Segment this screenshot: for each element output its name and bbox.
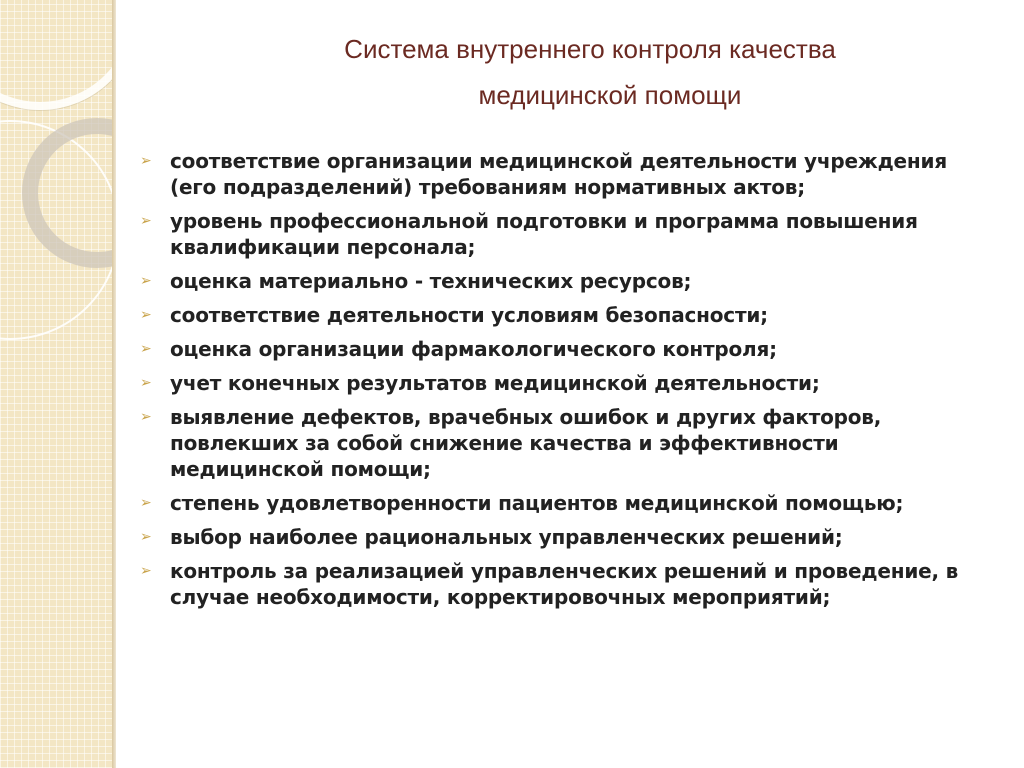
list-item-text: выявление дефектов, врачебных ошибок и других факторов, повлекших за собой снижение качества и эффективности медицинской помощи; [170, 405, 882, 481]
slide-title [200, 26, 980, 118]
arrow-bullet-icon: ➢ [140, 495, 152, 511]
list-item-text: соответствие деятельности условиям безопасности; [170, 303, 768, 327]
arrow-bullet-icon: ➢ [140, 213, 152, 229]
list-item-text: степень удовлетворенности пациентов медицинской помощью; [170, 491, 904, 515]
list-item-text: контроль за реализацией управленческих решений и проведение, в случае необходимости, корректировочных мероприятий; [170, 559, 959, 609]
list-item [136, 558, 996, 610]
decorative-ring [0, 0, 112, 110]
arrow-bullet-icon: ➢ [140, 529, 152, 545]
slide-content [136, 148, 996, 618]
bullet-list [136, 148, 996, 610]
list-item [136, 524, 996, 550]
list-item-text: учет конечных результатов медицинской деятельности; [170, 371, 820, 395]
arrow-bullet-icon: ➢ [140, 563, 152, 579]
arrow-bullet-icon: ➢ [140, 307, 152, 323]
list-item [136, 208, 996, 260]
side-band-edge [112, 0, 116, 768]
list-item-text: соответствие организации медицинской деятельности учреждения (его подразделений) требованиям нормативных актов; [170, 149, 947, 199]
arrow-bullet-icon: ➢ [140, 341, 152, 357]
list-item [136, 404, 996, 482]
list-item [136, 336, 996, 362]
list-item [136, 490, 996, 516]
list-item [136, 370, 996, 396]
arrow-bullet-icon: ➢ [140, 375, 152, 391]
decorative-side-band [0, 0, 112, 768]
list-item-text: выбор наиболее рациональных управленческих решений; [170, 525, 843, 549]
list-item-text: уровень профессиональной подготовки и программа повышения квалификации персонала; [170, 209, 918, 259]
list-item [136, 302, 996, 328]
arrow-bullet-icon: ➢ [140, 273, 152, 289]
list-item [136, 148, 996, 200]
arrow-bullet-icon: ➢ [140, 153, 152, 169]
list-item-text: оценка организации фармакологического контроля; [170, 337, 777, 361]
list-item [136, 268, 996, 294]
slide-title-line: медицинской помощи [478, 80, 742, 110]
list-item-text: оценка материально - технических ресурсов; [170, 269, 692, 293]
arrow-bullet-icon: ➢ [140, 409, 152, 425]
slide-title-line: Система внутреннего контроля качества [344, 34, 836, 64]
